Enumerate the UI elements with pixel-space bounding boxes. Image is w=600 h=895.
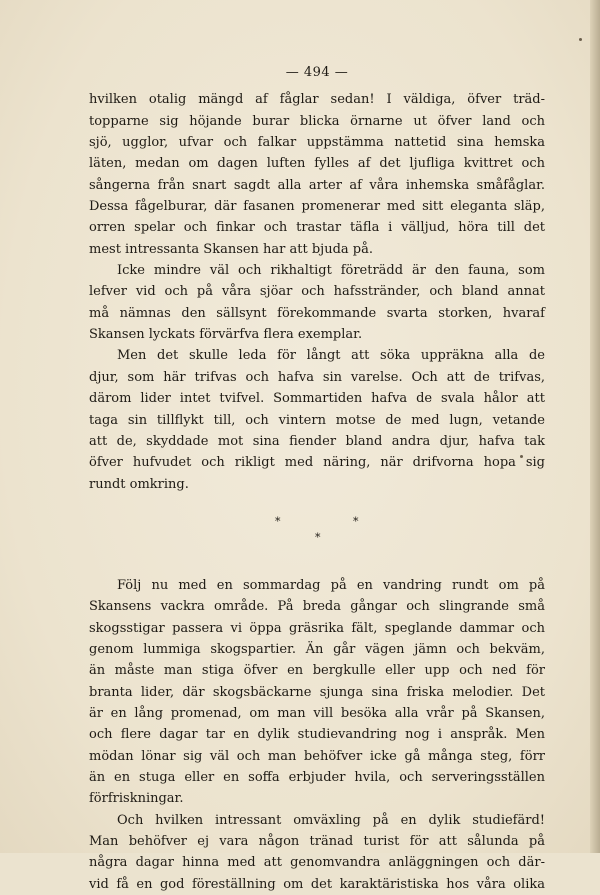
page-number: — 494 — [285,65,349,80]
text-line: Och hvilken intressant omväxling på en dylik studiefärd! [117,812,545,828]
text-line: öfver hufvudet och rikligt med näring, när drifvorna hopa sig [89,455,545,471]
page-text [89,62,545,895]
text-line: skogsstigar passera vi öppa gräsrika fält, speglande dammar och [89,620,545,636]
text-line: läten, medan om dagen luften fylles af det ljufliga kvittret och [89,156,545,172]
text-line: Man behöfver ej vara någon tränad turist för att sålunda på [89,834,545,849]
text-line: topparne sig höjande burar blicka örnarne ut öfver land och [89,113,545,129]
text-line: Skansens vackra område. På breda gångar och slingrande små [89,599,545,615]
text-line: sångerna från snart sagdt alla arter af våra inhemska småfåglar. [89,177,545,193]
text-line: än måste man stiga öfver en bergkulle eller upp och ned för [89,663,545,679]
page-edge-shadow [590,0,600,853]
text-line: förfriskningar. [89,791,184,807]
text-line: lefver vid och på våra sjöar och hafsstränder, och bland annat [89,284,545,300]
text-line: Dessa fågelburar, där fasanen promenerar med sitt eleganta släp, [89,199,545,215]
asterisk: * [353,514,359,528]
text-line: är en lång promenad, om man vill besöka alla vrår på Skansen, [89,705,545,721]
paper-speck [579,38,582,41]
text-line: att de, skyddade mot sina fiender bland andra djur, hafva tak [89,433,545,449]
text-line: djur, som här trifvas och hafva sin varelse. Och att de trifvas, [89,369,545,385]
asterisk: * [275,514,281,528]
section-separator [89,505,545,545]
text-line: hvilken otalig mängd af fåglar sedan! I väldiga, öfver träd- [89,92,545,108]
text-line: rundt omkring. [89,476,189,492]
text-line: må nämnas den sällsynt förekommande svarta storken, hvaraf [89,305,545,321]
text-line: Icke mindre väl och rikhaltigt företrädd är den fauna, som [117,263,545,279]
text-line: sjö, ugglor, ufvar och falkar uppstämma nattetid sina hemska [89,135,545,151]
text-line: några dagar hinna med att genomvandra anläggningen och där- [89,855,545,871]
text-line: än en stuga eller en soffa erbjuder hvila, och serveringsställen [89,769,545,785]
paragraph-1 [89,89,545,260]
text-line: mödan lönar sig väl och man behöfver icke gå många steg, förr [89,748,545,764]
text-line: genom lummiga skogspartier. Än går vägen jämn och bekväm, [89,641,545,657]
text-line: mest intressanta Skansen har att bjuda på. [89,241,373,257]
text-line: branta lider, där skogsbäckarne sjunga sina friska melodier. Det [89,684,545,700]
paragraph-5 [89,810,545,895]
text-line: därom lider intet tvifvel. Sommartiden hafva de svala hålor att [89,391,545,407]
text-line: taga sin tillflykt till, och vintern motse de med lugn, vetande [89,412,545,428]
text-line: orren spelar och finkar och trastar täfla i välljud, höra till det [89,220,545,236]
text-line: Skansen lyckats förvärfva flera exemplar. [89,327,363,343]
text-line: vid få en god föreställning om det karaktäristiska hos våra olika [89,876,545,892]
text-line: Men det skulle leda för långt att söka uppräkna alla de [117,348,545,364]
paragraph-2 [89,260,545,345]
paragraph-3 [89,345,545,494]
text-line: och flere dagar tar en dylik studievandring nog i anspråk. Men [89,727,545,743]
paragraph-4 [89,575,545,810]
text-line: Följ nu med en sommardag på en vandring rundt om på [117,577,545,593]
asterisk: * [315,530,321,544]
